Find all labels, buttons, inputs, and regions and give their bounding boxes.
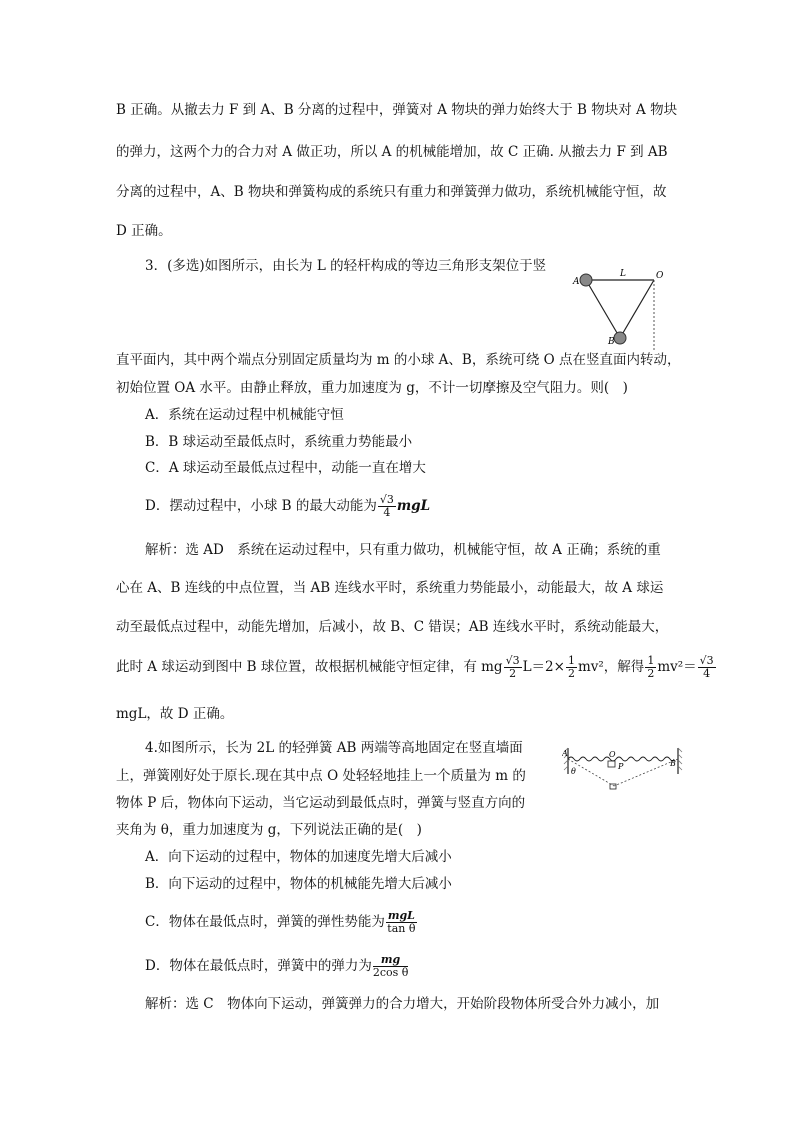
label-o: O bbox=[609, 750, 616, 759]
q4-solution: 解析：选 C 物体向下运动，弹簧弹力的合力增大，开始阶段物体所受合外力减小，加 bbox=[145, 996, 660, 1012]
ball-b bbox=[614, 332, 626, 344]
q4-stem: 4.如图所示，长为 2L 的轻弹簧 AB 两端等高地固定在竖直墙面 bbox=[145, 740, 523, 756]
q3-solution: 心在 A、B 连线的中点位置，当 AB 连线水平时，系统重力势能最小，动能最大，故 A 球运 bbox=[116, 580, 664, 596]
q4-stem: 物体 P 后，物体向下运动，当它运动到最低点时，弹簧与竖直方向的 bbox=[116, 795, 526, 811]
q4-stem: 夹角为 θ，重力加速度为 g，下列说法正确的是( ) bbox=[116, 822, 422, 838]
mass-p-low bbox=[610, 784, 616, 789]
label-o: O bbox=[656, 271, 664, 281]
label-p: P bbox=[618, 762, 624, 771]
q3-option-a: A．系统在运动过程中机械能守恒 bbox=[145, 407, 344, 423]
q3-option-c: C．A 球运动至最低点过程中，动能一直在增大 bbox=[145, 460, 426, 476]
q3-stem: 直平面内，其中两个端点分别固定质量均为 m 的小球 A、B，系统可绕 O 点在竖直面内转动， bbox=[116, 352, 681, 368]
q4-spring-figure bbox=[562, 744, 686, 794]
q3-stem: 3．(多选)如图所示，由长为 L 的轻杆构成的等边三角形支架位于竖 bbox=[145, 258, 547, 274]
q3-stem: 初始位置 OA 水平。由静止释放，重力加速度为 g，不计一切摩擦及空气阻力。则( ) bbox=[116, 380, 628, 396]
fraction: $\frac{√3}{4}$ bbox=[379, 493, 394, 519]
label-b: B bbox=[608, 337, 615, 347]
text-line: 的弹力，这两个力的合力对 A 做正功，所以 A 的机械能增加，故 C 正确. 从撤去力 F 到 AB bbox=[116, 144, 668, 160]
q3-option-d-text: D．摆动过程中，小球 B 的最大动能为 bbox=[145, 498, 377, 514]
label-b: B bbox=[670, 759, 676, 768]
q4-option-a: A．向下运动的过程中，物体的加速度先增大后减小 bbox=[145, 849, 452, 865]
text-line: B 正确。从撤去力 F 到 A、B 分离的过程中，弹簧对 A 物块的弹力始终大于 B 物块对 A 物块 bbox=[116, 102, 678, 118]
spring-coil bbox=[568, 757, 674, 761]
q3-solution: 解析：选 AD 系统在运动过程中，只有重力做功，机械能守恒，故 A 正确；系统的重 bbox=[145, 542, 661, 558]
label-a: A bbox=[562, 749, 568, 758]
label-theta: θ bbox=[571, 767, 576, 776]
q4-option-d: D．物体在最低点时，弹簧中的弹力为 $\frac{mg}{\text{2cos θ}}$ bbox=[145, 953, 409, 979]
mass-p bbox=[608, 761, 615, 767]
q3-solution: 此时 A 球运动到图中 B 球位置，故根据机械能守恒定律，有 mg $\frac{√3}{2}$ L＝2× $\frac{1}{2}$ mv²，解得 $\frac{1}{2}$ mv²＝ $\frac{√3}{4}$ bbox=[116, 654, 714, 680]
q3-option-b: B．B 球运动至最低点时，系统重力势能最小 bbox=[145, 434, 413, 450]
q4-stem: 上，弹簧刚好处于原长.现在其中点 O 处轻轻地挂上一个质量为 m 的 bbox=[116, 768, 526, 784]
q4-option-c: C．物体在最低点时，弹簧的弹性势能为 $\frac{\text{mgL}}{\text{tan θ}}$ bbox=[145, 909, 416, 935]
q4-option-b: B．向下运动的过程中，物体的机械能先增大后减小 bbox=[145, 876, 452, 892]
fraction: $\frac{\text{mgL}}{\text{tan θ}}$ bbox=[387, 909, 416, 935]
fraction: $\frac{mg}{\text{2cos θ}}$ bbox=[372, 953, 409, 979]
q3-solution: mgL，故 D 正确。 bbox=[116, 706, 234, 722]
q3-solution: 动至最低点过程中，动能先增加，后减小，故 B、C 错误；AB 连线水平时，系统动能最大， bbox=[116, 619, 669, 635]
q3-option-d: D．摆动过程中，小球 B 的最大动能为 $\frac{√3}{4}$ mgL bbox=[145, 493, 431, 519]
label-l: L bbox=[620, 269, 626, 279]
ball-a bbox=[580, 274, 592, 286]
q3-triangle-figure bbox=[568, 266, 678, 354]
label-a: A bbox=[573, 277, 580, 287]
text-line: D 正确。 bbox=[116, 223, 172, 239]
text-line: 分离的过程中，A、B 物块和弹簧构成的系统只有重力和弹簧弹力做功，系统机械能守恒，故 bbox=[116, 184, 667, 200]
